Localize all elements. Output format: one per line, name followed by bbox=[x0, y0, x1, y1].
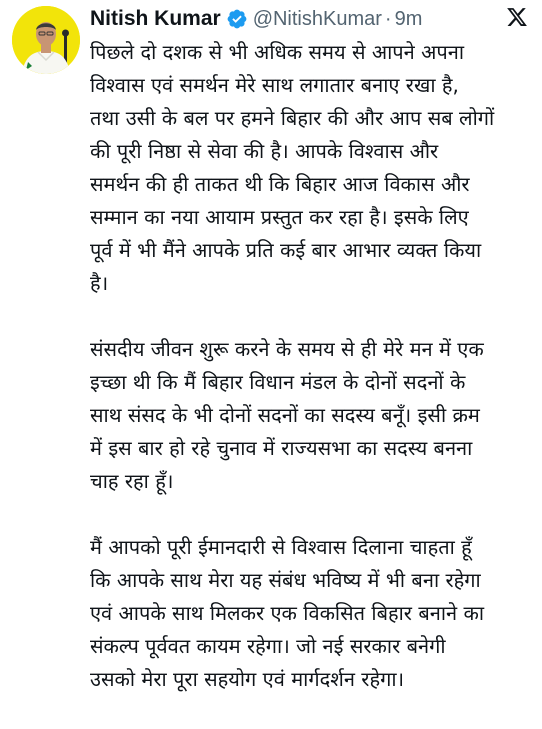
tweet-paragraph-1: पिछले दो दशक से भी अधिक समय से आपने अपना विश्वास एवं समर्थन मेरे साथ लगातार बनाए रखा है, तथा उसी के बल पर हमने बिहार की और आप सब लोगों की पूरी निष्ठा से सेवा की है। आपके विश्वास और समर्थन की ही ताकत थी कि बिहार आज विकास और सम्मान का नया आयाम प्रस्तुत कर रहा है। इसके लिए पूर्व में भी मैंने आपके प्रति कई बार आभार व्यक्त किया है। bbox=[90, 40, 495, 295]
avatar[interactable] bbox=[12, 6, 80, 74]
avatar-portrait-image bbox=[12, 6, 80, 74]
author-handle[interactable]: @NitishKumar bbox=[252, 7, 382, 30]
tweet-text bbox=[90, 36, 530, 729]
tweet-header bbox=[90, 6, 528, 32]
author-name[interactable]: Nitish Kumar bbox=[90, 7, 221, 30]
tweet-timestamp[interactable]: 9m bbox=[394, 7, 423, 30]
verified-badge-icon bbox=[226, 8, 248, 30]
tweet-paragraph-3: मैं आपको पूरी ईमानदारी से विश्वास दिलाना चाहता हूँ कि आपके साथ मेरा यह संबंध भविष्य में भी बना रहेगा एवं आपके साथ मिलकर एक विकसित बिहार बनाने का संकल्प पूर्ववत कायम रहेगा। जो नई सरकार बनेगी उसको मेरा पूरा सहयोग एवं मार्गदर्शन रहेगा। bbox=[90, 535, 485, 691]
x-logo-icon[interactable] bbox=[506, 6, 528, 28]
meta-separator: · bbox=[384, 7, 392, 30]
tweet-paragraph-2: संसदीय जीवन शुरू करने के समय से ही मेरे मन में एक इच्छा थी कि मैं बिहार विधान मंडल के दोनों सदनों के साथ संसद के भी दोनों सदनों का सदस्य बनूँ। इसी क्रम में इस बार हो रहे चुनाव में राज्यसभा का सदस्य बनना चाह रहा हूँ। bbox=[90, 337, 484, 493]
